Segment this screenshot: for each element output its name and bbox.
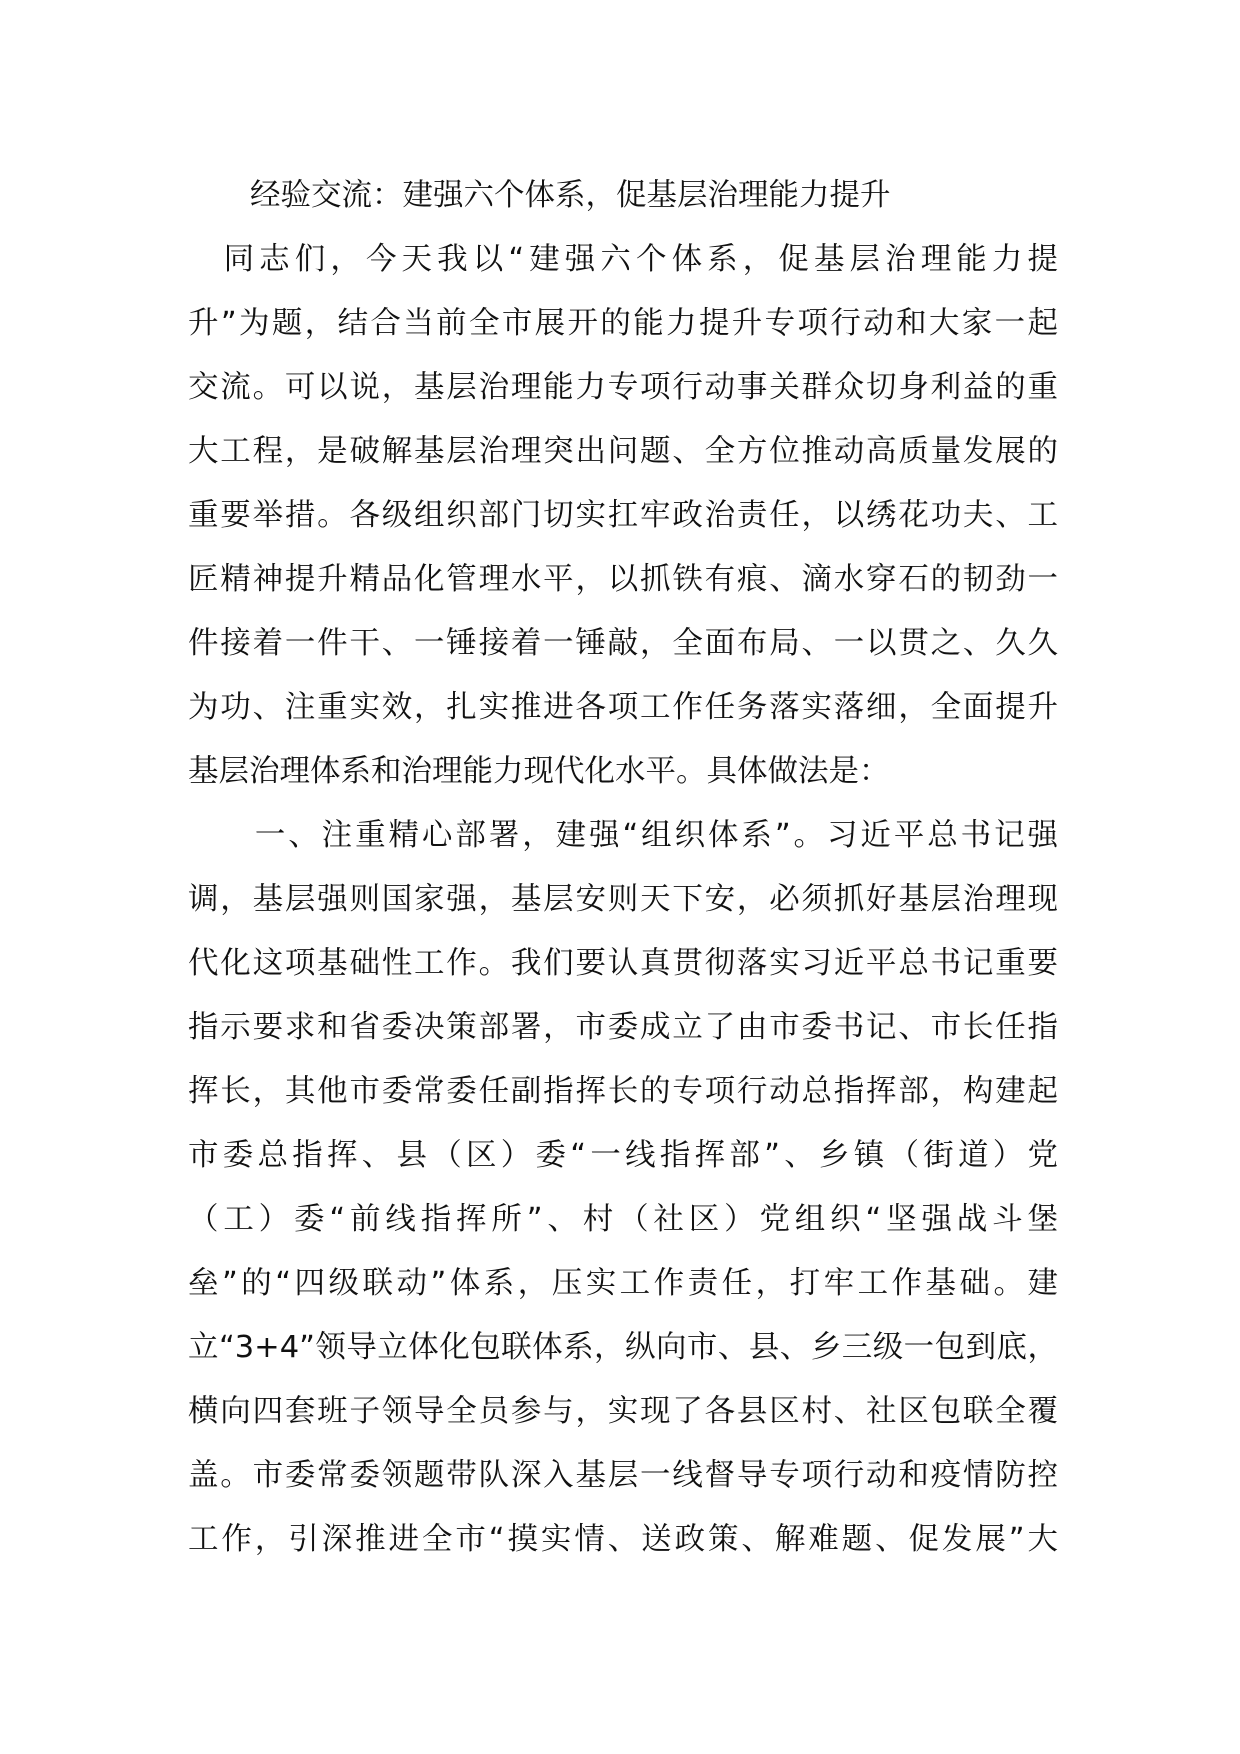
body-line: 一、注重精心部署，建强“组织体系”。习近平总书记强 <box>188 818 1058 853</box>
body-line: （工）委“前线指挥所”、村（社区）党组织“坚强战斗堡 <box>188 1202 1058 1237</box>
body-line: 调，基层强则国家强，基层安则天下安，必须抓好基层治理现 <box>188 882 1058 917</box>
body-line: 市委总指挥、县（区）委“一线指挥部”、乡镇（街道）党 <box>188 1138 1058 1173</box>
body-line: 同志们，今天我以“建强六个体系，促基层治理能力提 <box>188 242 1058 277</box>
body-line: 工作，引深推进全市“摸实情、送政策、解难题、促发展”大 <box>188 1522 1058 1557</box>
body-line: 交流。可以说，基层治理能力专项行动事关群众切身利益的重 <box>188 370 1058 405</box>
document-title: 经验交流：建强六个体系，促基层治理能力提升 <box>250 178 891 213</box>
body-line: 大工程，是破解基层治理突出问题、全方位推动高质量发展的 <box>188 434 1058 469</box>
body-line: 垒”的“四级联动”体系，压实工作责任，打牢工作基础。建 <box>188 1266 1058 1301</box>
body-line: 重要举措。各级组织部门切实扛牢政治责任，以绣花功夫、工 <box>188 498 1058 533</box>
body-line: 挥长，其他市委常委任副指挥长的专项行动总指挥部，构建起 <box>188 1074 1058 1109</box>
body-line: 指示要求和省委决策部署，市委成立了由市委书记、市长任指 <box>188 1010 1058 1045</box>
body-line: 为功、注重实效，扎实推进各项工作任务落实落细，全面提升 <box>188 690 1058 725</box>
body-line: 代化这项基础性工作。我们要认真贯彻落实习近平总书记重要 <box>188 946 1058 981</box>
body-line: 升”为题，结合当前全市展开的能力提升专项行动和大家一起 <box>188 306 1058 341</box>
body-line: 基层治理体系和治理能力现代化水平。具体做法是： <box>188 754 890 789</box>
body-line: 匠精神提升精品化管理水平，以抓铁有痕、滴水穿石的韧劲一 <box>188 562 1058 597</box>
body-line: 件接着一件干、一锤接着一锤敲，全面布局、一以贯之、久久 <box>188 626 1058 661</box>
body-line: 横向四套班子领导全员参与，实现了各县区村、社区包联全覆 <box>188 1394 1058 1429</box>
body-line: 盖。市委常委领题带队深入基层一线督导专项行动和疫情防控 <box>188 1458 1058 1493</box>
body-line: 立“3+4”领导立体化包联体系，纵向市、县、乡三级一包到底， <box>188 1330 1058 1365</box>
